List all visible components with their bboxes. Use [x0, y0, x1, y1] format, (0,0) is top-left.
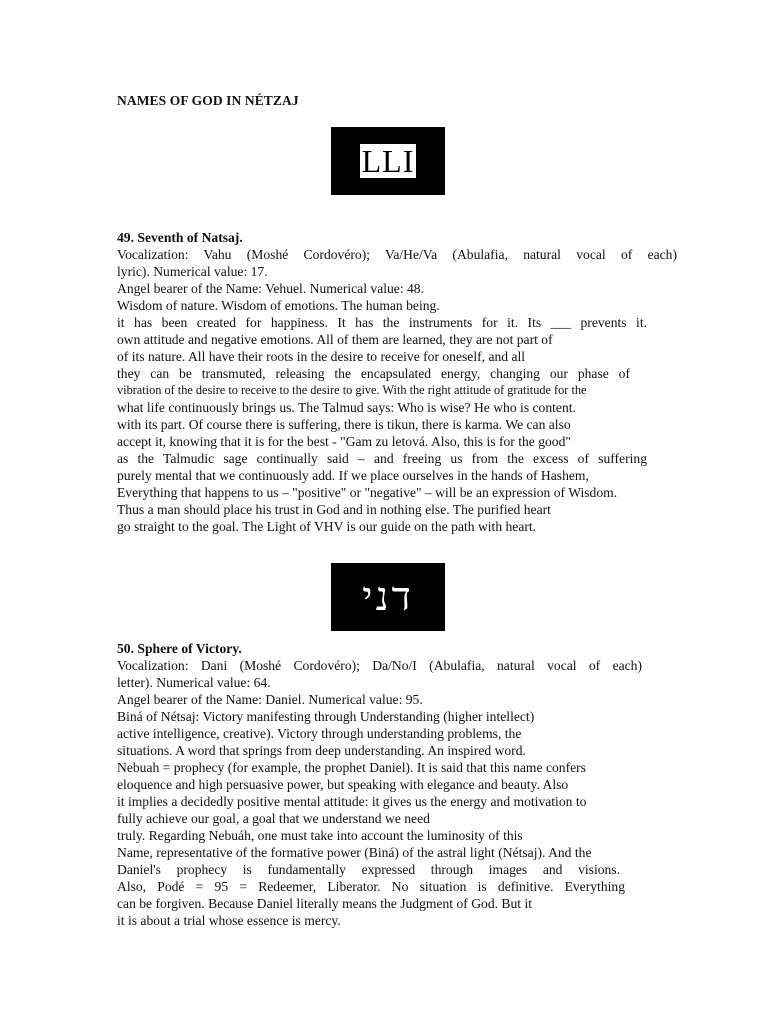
divine-name-glyph: LLI — [361, 143, 415, 179]
text-line: truly. Regarding Nebuáh, one must take into account the luminosity of this — [117, 828, 523, 843]
text-line: own attitude and negative emotions. All of them are learned, they are not part of — [117, 332, 553, 347]
text-line: Also, Podé = 95 = Redeemer, Liberator. No situation is definitive. Everything — [117, 879, 625, 894]
text-line: situations. A word that springs from deep understanding. An inspired word. — [117, 743, 526, 758]
text-line: go straight to the goal. The Light of VHV is our guide on the path with heart. — [117, 519, 537, 534]
section-heading: 50. Sphere of Victory. — [117, 641, 242, 656]
text-line: Daniel's prophecy is fundamentally expressed through images and visions. — [117, 862, 620, 877]
text-line: Name, representative of the formative power (Biná) of the astral light (Nétsaj). And the — [117, 845, 592, 860]
name-section-49 — [117, 229, 677, 535]
text-line: Vocalization: Dani (Moshé Cordovéro); Da/No/I (Abulafia, natural vocal of each) — [117, 658, 642, 673]
text-line: eloquence and high persuasive power, but speaking with elegance and beauty. Also — [117, 777, 569, 792]
text-line: Biná of Nétsaj: Victory manifesting through Understanding (higher intellect) — [117, 709, 535, 724]
text-line: lyric). Numerical value: 17. — [117, 264, 268, 279]
text-line: as the Talmudic sage continually said – and freeing us from the excess of suffering — [117, 451, 647, 466]
text-line: fully achieve our goal, a goal that we understand we need — [117, 811, 430, 826]
name-section-50 — [117, 640, 677, 929]
text-line: it has been created for happiness. It has the instruments for it. Its ___ prevents it. — [117, 315, 647, 330]
divine-name-box-50 — [331, 563, 445, 631]
section-heading: 49. Seventh of Natsaj. — [117, 230, 243, 245]
text-line: Thus a man should place his trust in God and in nothing else. The purified heart — [117, 502, 551, 517]
text-line: Vocalization: Vahu (Moshé Cordovéro); Va/He/Va (Abulafia, natural vocal of each) — [117, 247, 677, 262]
text-line: Nebuah = prophecy (for example, the prophet Daniel). It is said that this name confers — [117, 760, 586, 775]
text-line: of its nature. All have their roots in the desire to receive for oneself, and all — [117, 349, 526, 364]
text-line: it implies a decidedly positive mental attitude: it gives us the energy and motivation to — [117, 794, 587, 809]
text-line: what life continuously brings us. The Talmud says: Who is wise? He who is content. — [117, 400, 576, 415]
document-title: NAMES OF GOD IN NÉTZAJ — [117, 93, 299, 108]
text-line: Everything that happens to us – "positive" or "negative" – will be an expression of Wisdom. — [117, 485, 618, 500]
text-line: accept it, knowing that it is for the best - "Gam zu letová. Also, this is for the good" — [117, 434, 571, 449]
divine-name-glyph: דני — [362, 574, 414, 620]
text-line: it is about a trial whose essence is mercy. — [117, 913, 341, 928]
text-line: Wisdom of nature. Wisdom of emotions. The human being. — [117, 298, 440, 313]
text-line: Angel bearer of the Name: Vehuel. Numerical value: 48. — [117, 281, 425, 296]
text-line: purely mental that we continuously add. If we place ourselves in the hands of Hashem, — [117, 468, 589, 483]
text-line: active intelligence, creative). Victory through understanding problems, the — [117, 726, 522, 741]
text-line: with its part. Of course there is suffering, there is tikun, there is karma. We can also — [117, 417, 571, 432]
text-line: they can be transmuted, releasing the encapsulated energy, changing our phase of — [117, 366, 630, 381]
text-line: letter). Numerical value: 64. — [117, 675, 271, 690]
divine-name-box-49 — [331, 127, 445, 195]
text-line: vibration of the desire to receive to the desire to give. With the right attitude of gratitude for the — [117, 383, 587, 397]
text-line: can be forgiven. Because Daniel literally means the Judgment of God. But it — [117, 896, 533, 911]
text-line: Angel bearer of the Name: Daniel. Numerical value: 95. — [117, 692, 423, 707]
